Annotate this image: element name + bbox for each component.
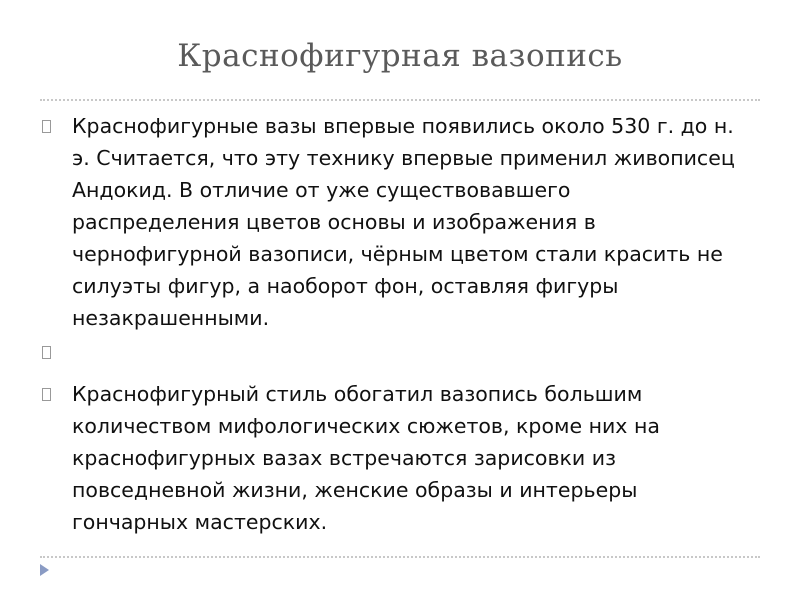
bullet-item-2 [40,336,760,378]
bullet-item-3 [40,378,760,538]
footer-divider [40,556,760,558]
bullet-box-icon [40,378,72,410]
bullet-text-1: Краснофигурные вазы впервые появились около 530 г. до н. э. Считается, что эту технику впервые применил живописец Андокид. В отличие от уже существовавшего распределения цветов основы и изображения в чернофигурной вазописи, чёрным цветом стали красить не силуэты фигур, а наоборот фон, оставляя фигуры незакрашенными. [72,114,735,330]
bullet-box-icon [40,110,72,142]
bullet-item-1 [40,110,760,334]
bullet-box-icon [40,336,72,368]
next-arrow-icon[interactable] [40,564,49,576]
slide-content [40,110,760,538]
slide-title: Краснофигурная вазопись [177,38,623,74]
title-divider [40,99,760,101]
bullet-text-3: Краснофигурный стиль обогатил вазопись большим количеством мифологических сюжетов, кроме них на краснофигурных вазах встречаются зарисовки из повседневной жизни, женские образы и интерьеры гончарных мастерских. [72,382,660,534]
